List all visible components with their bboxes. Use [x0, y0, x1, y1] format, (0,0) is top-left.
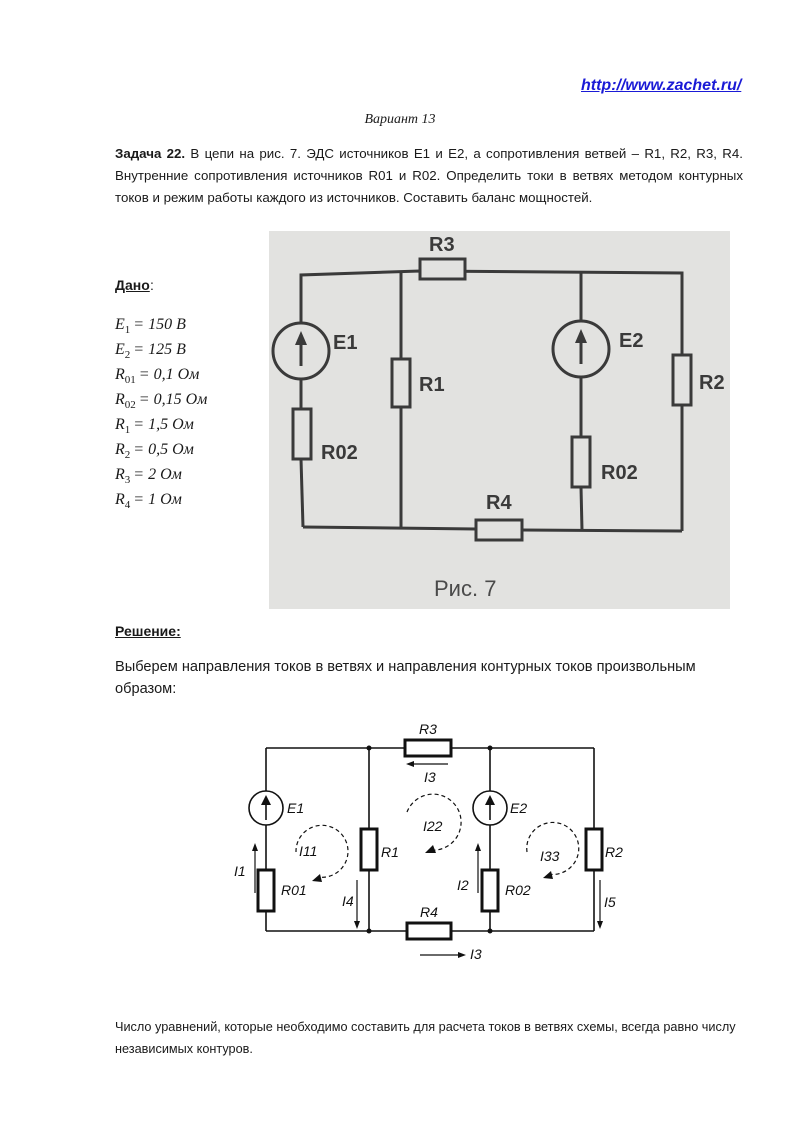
given-symbol: R: [115, 491, 125, 508]
given-value: = 1 Ом: [133, 491, 182, 508]
photo-label-r1: R1: [419, 374, 445, 396]
photo-label-r2: R2: [699, 372, 725, 394]
label-e1: E1: [287, 800, 305, 816]
given-subscript: 1: [124, 424, 131, 437]
task-text: В цепи на рис. 7. ЭДС источников Е1 и Е2, а сопротивления ветвей – R1, R2, R3, R4. Внутренние сопротивления источников R01 и R02. Определить токи в ветвях методом контурных токов и режим работы каждого из источников. Составить баланс мощностей.: [115, 146, 743, 205]
given-symbol: E: [115, 316, 125, 333]
label-r2: R2: [605, 844, 623, 860]
label-i11: I11: [299, 843, 318, 859]
label-i3-top: I3: [424, 769, 436, 785]
label-i3-bottom: I3: [470, 946, 482, 962]
resistor-r3: [405, 740, 451, 756]
solution-heading: Решение:: [115, 623, 181, 639]
label-i1: I1: [234, 863, 246, 879]
label-i5: I5: [604, 894, 616, 910]
given-subscript: 4: [124, 499, 131, 512]
footer-text: Число уравнений, которые необходимо составить для расчета токов в ветвях схемы, всегда равно числу независимых контуров.: [115, 1020, 736, 1056]
given-symbol: R: [115, 366, 125, 383]
given-symbol: R: [115, 441, 125, 458]
label-i22: I22: [423, 818, 443, 834]
photo-caption: Рис. 7: [434, 576, 497, 601]
label-r3: R3: [419, 721, 437, 737]
photo-label-r02-left: R02: [321, 442, 358, 464]
resistor-r2: [586, 829, 602, 870]
resistor-r02: [482, 870, 498, 911]
solution-intro: Выберем направления токов в ветвях и направления контурных токов произвольным образом:: [115, 659, 696, 697]
photo-label-e2: E2: [619, 330, 644, 352]
label-i2: I2: [457, 877, 469, 893]
resistor-r01: [258, 870, 274, 911]
label-i33: I33: [540, 848, 560, 864]
label-r4: R4: [420, 904, 438, 920]
given-value: = 2 Ом: [133, 466, 182, 483]
photo-label-r3: R3: [429, 234, 455, 256]
given-colon: :: [150, 277, 154, 293]
task-label: Задача 22.: [115, 146, 186, 161]
given-subscript: 2: [124, 449, 131, 462]
variant-title: Вариант 13: [364, 112, 436, 127]
given-subscript: 1: [124, 324, 131, 337]
photo-label-e1: E1: [333, 332, 358, 354]
given-subscript: 3: [124, 474, 131, 487]
label-r02: R02: [505, 882, 531, 898]
given-symbol: R: [115, 416, 125, 433]
given-value: = 150 В: [133, 316, 186, 333]
label-i4: I4: [342, 893, 354, 909]
given-symbol: E: [115, 341, 125, 358]
resistor-r1: [361, 829, 377, 870]
given-symbol: R: [115, 391, 125, 408]
label-e2: E2: [510, 800, 528, 816]
label-r01: R01: [281, 882, 307, 898]
label-r1: R1: [381, 844, 399, 860]
given-symbol: R: [115, 466, 125, 483]
given-value: = 1,5 Ом: [133, 416, 194, 433]
resistor-r4: [407, 923, 451, 939]
site-link[interactable]: http://www.zachet.ru/: [581, 77, 742, 94]
given-value: = 0,5 Ом: [133, 441, 194, 458]
given-subscript: 01: [124, 374, 136, 387]
given-value: = 125 В: [133, 341, 186, 358]
given-heading: Дано: [115, 277, 150, 293]
given-value: = 0,15 Ом: [138, 391, 208, 408]
given-subscript: 2: [124, 349, 131, 362]
given-value: = 0,1 Ом: [138, 366, 200, 383]
photo-label-r02-right: R02: [601, 462, 638, 484]
given-subscript: 02: [124, 399, 136, 412]
photo-label-r4: R4: [486, 492, 512, 514]
